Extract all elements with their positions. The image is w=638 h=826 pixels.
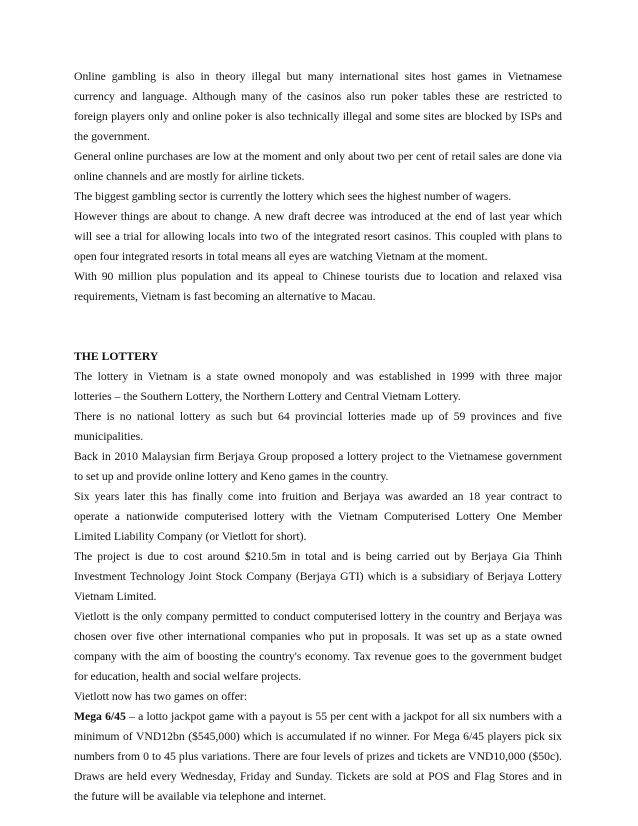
lottery-paragraph-3: Back in 2010 Malaysian firm Berjaya Group proposed a lottery project to the Vietnamese government to set up and provide online lottery and Keno games in the country. [74,450,562,483]
lottery-paragraph-5: The project is due to cost around $210.5m in total and is being carried out by Berjaya Gia Thinh Investment Technology Joint Stock Company (Berjaya GTI) which is a subsidiary of Berjaya Lottery Vietnam Limited. [74,550,562,603]
lottery-paragraph-4: Six years later this has finally come into fruition and Berjaya was awarded an 18 year contract to operate a nationwide computerised lottery with the Vietnam Computerised Lottery One Member Limited Liability Company (or Vietlott for short). [74,490,562,543]
lottery-paragraph-6: Vietlott is the only company permitted to conduct computerised lottery in the country and Berjaya was chosen over five other international companies who put in proposals. It was set up as a state owned company with the aim of boosting the country's economy. Tax revenue goes to the government budget for education, health and social welfare projects. [74,610,562,683]
lottery-paragraph-7: Vietlott now has two games on offer: [74,690,248,703]
intro-paragraph-2: General online purchases are low at the moment and only about two per cent of retail sales are done via online channels and are mostly for airline tickets. [74,150,562,183]
mega-paragraph [74,707,562,807]
document-page [74,67,562,807]
lottery-paragraph-2: There is no national lottery as such but 64 provincial lotteries made up of 59 provinces and five municipalities. [74,410,562,443]
lottery-paragraph-1: The lottery in Vietnam is a state owned monopoly and was established in 1999 with three major lotteries – the Southern Lottery, the Northern Lottery and Central Vietnam Lottery. [74,370,562,403]
section-spacer [74,307,562,347]
mega-label: Mega 6/45 [74,710,126,723]
lottery-heading: THE LOTTERY [74,350,159,363]
intro-paragraph-4: However things are about to change. A new draft decree was introduced at the end of last year which will see a trial for allowing locals into two of the integrated resort casinos. This coupled with plans to open four integrated resorts in total means all eyes are watching Vietnam at the moment. [74,210,562,263]
intro-paragraph-5: With 90 million plus population and its appeal to Chinese tourists due to location and relaxed visa requirements, Vietnam is fast becoming an alternative to Macau. [74,270,562,303]
mega-text: – a lotto jackpot game with a payout is 55 per cent with a jackpot for all six numbers with a minimum of VND12bn ($545,000) which is accumulated if no winner. For Mega 6/45 players pick six numbers from 0 to 45 plus variations. There are four levels of prizes and tickets are VND10,000 ($50c). Draws are held every Wednesday, Friday and Sunday. Tickets are sold at POS and Flag Stores and in the future will be available via telephone and internet. [74,710,562,803]
intro-paragraph-1: Online gambling is also in theory illegal but many international sites host games in Vietnamese currency and language. Although many of the casinos also run poker tables these are restricted to foreign players only and online poker is also technically illegal and some sites are blocked by ISPs and the government. [74,70,562,143]
intro-paragraph-3: The biggest gambling sector is currently the lottery which sees the highest number of wagers. [74,190,512,203]
